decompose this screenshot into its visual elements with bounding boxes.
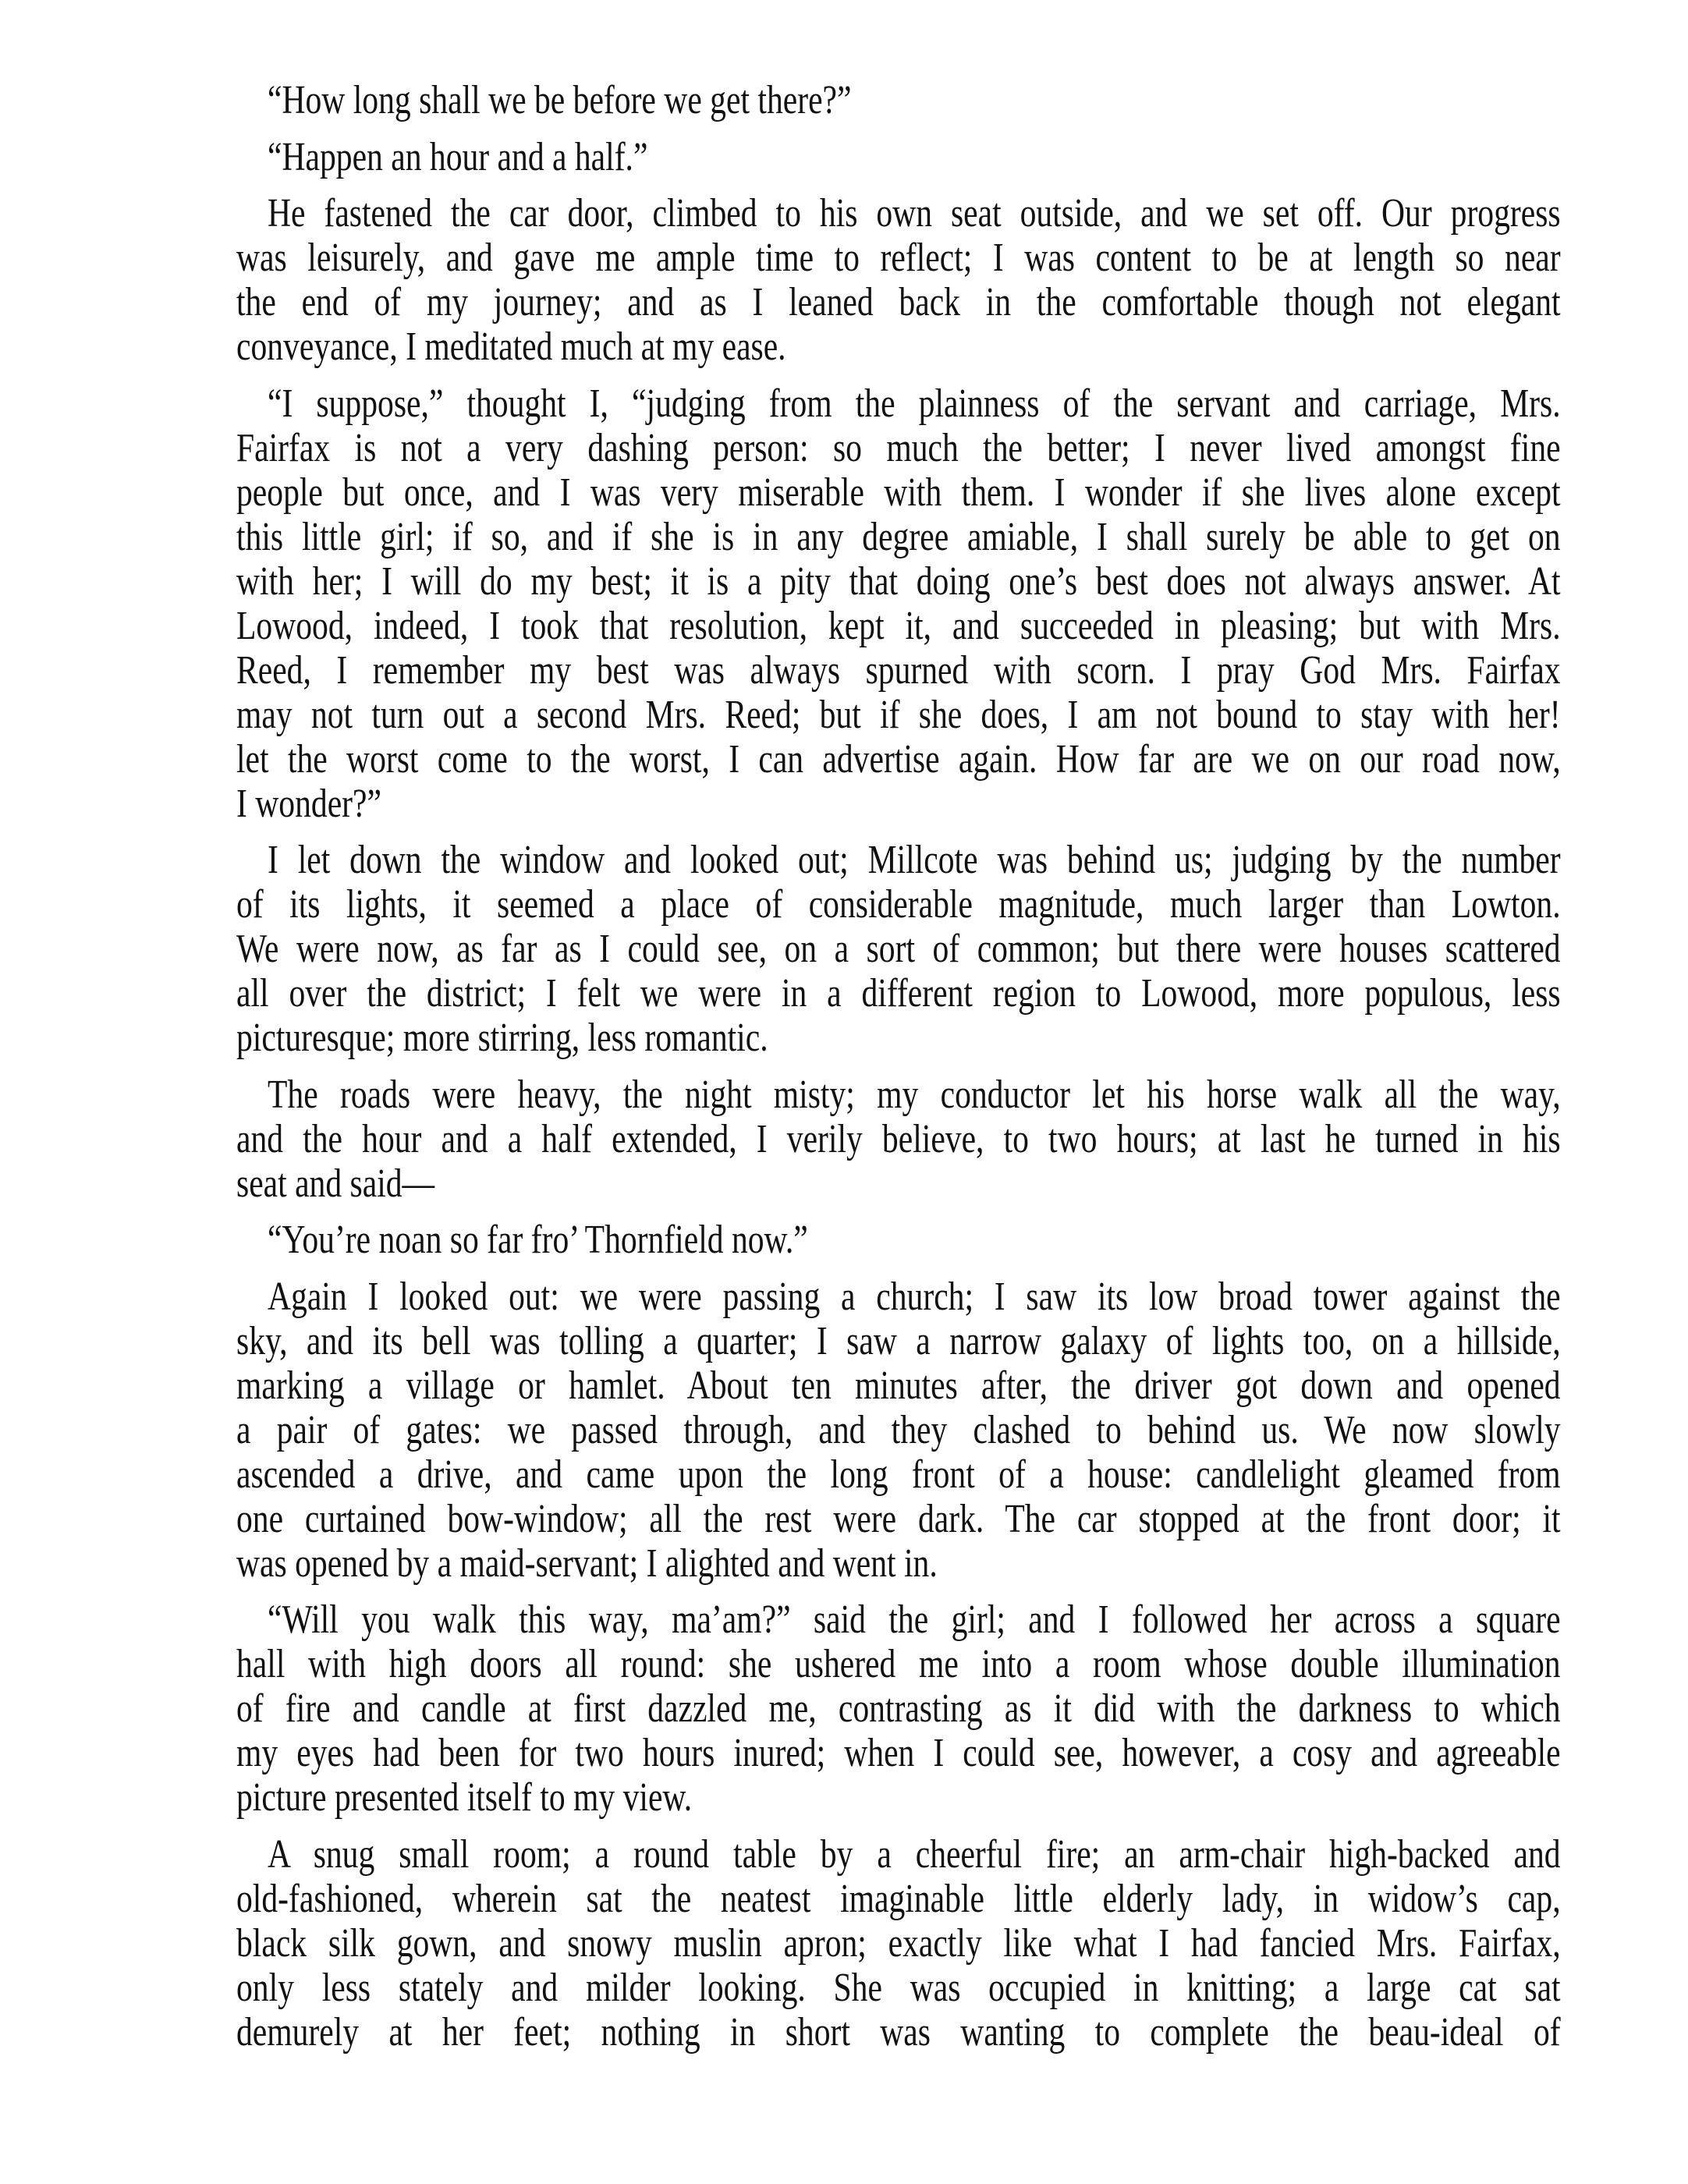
- text-line: and the hour and a half extended, I verily believe, to two hours; at last he turned in his: [236, 1116, 1561, 1161]
- text-line: picturesque; more stirring, less romantic.: [236, 1016, 768, 1060]
- text-line: conveyance, I meditated much at my ease.: [236, 324, 786, 369]
- text-line: people but once, and I was very miserable with them. I wonder if she lives alone except: [236, 470, 1561, 515]
- text-line: ascended a drive, and came upon the long front of a house: candlelight gleamed from: [236, 1452, 1561, 1497]
- paragraph: [236, 135, 1561, 179]
- text-line: We were now, as far as I could see, on a sort of common; but there were houses scattered: [236, 927, 1561, 971]
- text-line: I wonder?”: [236, 781, 381, 826]
- text-line: a pair of gates: we passed through, and they clashed to behind us. We now slowly: [236, 1407, 1561, 1452]
- text-line: of its lights, it seemed a place of considerable magnitude, much larger than Lowton.: [236, 882, 1561, 927]
- paragraph: [236, 78, 1561, 122]
- paragraph: [236, 381, 1561, 826]
- text-line: black silk gown, and snowy muslin apron; exactly like what I had fancied Mrs. Fairfax,: [236, 1920, 1561, 1966]
- paragraph: [236, 1597, 1561, 1820]
- text-line: was opened by a maid-servant; I alighted and went in.: [236, 1540, 938, 1586]
- text-line: my eyes had been for two hours inured; when I could see, however, a cosy and agreeable: [236, 1731, 1561, 1775]
- paragraph: [236, 1275, 1561, 1586]
- text-line: marking a village or hamlet. About ten minutes after, the driver got down and opened: [236, 1363, 1561, 1408]
- text-line: He fastened the car door, climbed to his own seat outside, and we set off. Our progress: [268, 191, 1561, 236]
- text-line: may not turn out a second Mrs. Reed; but if she does, I am not bound to stay with her!: [236, 692, 1561, 737]
- text-line: demurely at her feet; nothing in short was wanting to complete the beau-ideal of: [236, 2009, 1561, 2055]
- paragraph: [236, 1218, 1561, 1262]
- text-line: was leisurely, and gave me ample time to reflect; I was content to be at length so near: [236, 236, 1561, 280]
- text-line: A snug small room; a round table by a cheerful fire; an arm-chair high-backed and: [268, 1831, 1561, 1877]
- text-line: Fairfax is not a very dashing person: so much the better; I never lived amongst fine: [236, 425, 1561, 470]
- text-line: The roads were heavy, the night misty; my conductor let his horse walk all the way,: [268, 1072, 1561, 1117]
- book-page: [236, 78, 1561, 2066]
- text-line: “I suppose,” thought I, “judging from the plainness of the servant and carriage, Mrs.: [268, 381, 1561, 426]
- text-line: the end of my journey; and as I leaned back in the comfortable though not elegant: [236, 280, 1561, 324]
- text-line: Lowood, indeed, I took that resolution, kept it, and succeeded in pleasing; but with Mrs.: [236, 603, 1561, 648]
- text-line: of fire and candle at first dazzled me, contrasting as it did with the darkness to which: [236, 1686, 1561, 1731]
- paragraph: [236, 1832, 1561, 2055]
- text-line: I let down the window and looked out; Millcote was behind us; judging by the number: [268, 838, 1561, 882]
- text-line: only less stately and milder looking. She was occupied in knitting; a large cat sat: [236, 1965, 1561, 2010]
- text-line: with her; I will do my best; it is a pity that doing one’s best does not always answer. At: [236, 558, 1561, 604]
- text-line: “Will you walk this way, ma’am?” said the girl; and I followed her across a square: [268, 1597, 1561, 1642]
- text-line: this little girl; if so, and if she is in any degree amiable, I shall surely be able to get on: [236, 514, 1561, 559]
- text-line: “Happen an hour and a half.”: [268, 134, 648, 179]
- text-line: Reed, I remember my best was always spurned with scorn. I pray God Mrs. Fairfax: [236, 647, 1561, 693]
- text-line: “How long shall we be before we get there?”: [268, 78, 852, 122]
- text-line: picture presented itself to my view.: [236, 1775, 693, 1820]
- text-line: Again I looked out: we were passing a church; I saw its low broad tower against the: [268, 1274, 1561, 1319]
- text-line: hall with high doors all round: she ushered me into a room whose double illumination: [236, 1642, 1561, 1686]
- text-line: seat and said—: [236, 1161, 435, 1206]
- text-line: “You’re noan so far fro’ Thornfield now.”: [268, 1218, 808, 1262]
- text-line: all over the district; I felt we were in a different region to Lowood, more populous, less: [236, 971, 1561, 1016]
- paragraph: [236, 191, 1561, 369]
- text-line: sky, and its bell was tolling a quarter; I saw a narrow galaxy of lights too, on a hillside,: [236, 1318, 1561, 1363]
- text-line: let the worst come to the worst, I can advertise again. How far are we on our road now,: [236, 736, 1561, 782]
- paragraph: [236, 1072, 1561, 1206]
- text-line: old-fashioned, wherein sat the neatest imaginable little elderly lady, in widow’s cap,: [236, 1876, 1561, 1921]
- text-line: one curtained bow-window; all the rest were dark. The car stopped at the front door; it: [236, 1496, 1561, 1541]
- paragraph: [236, 838, 1561, 1060]
